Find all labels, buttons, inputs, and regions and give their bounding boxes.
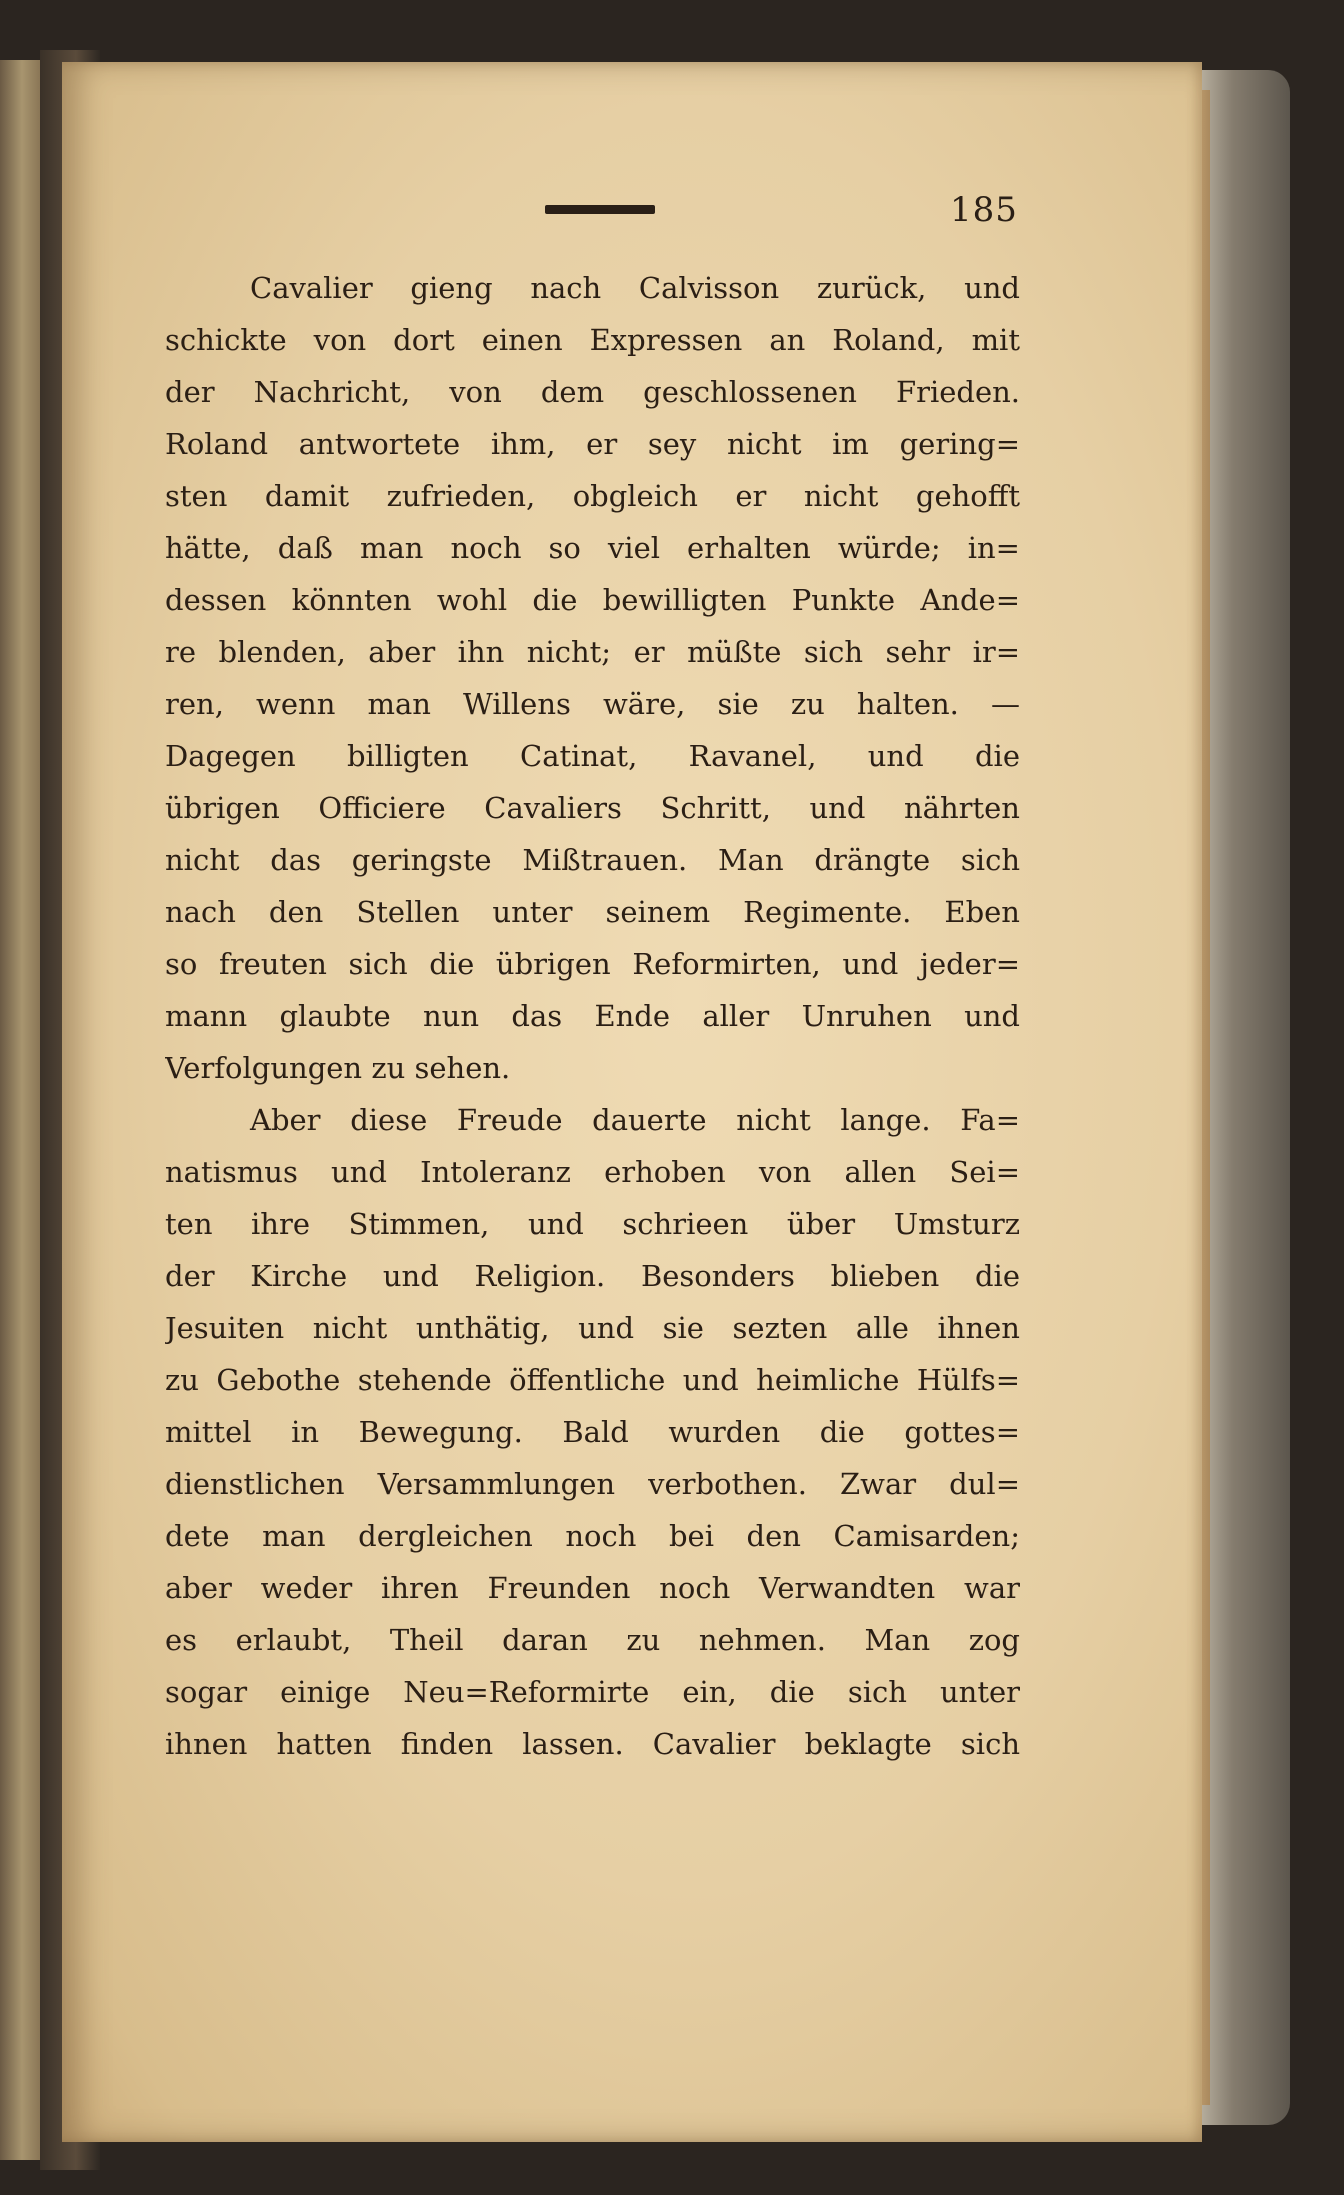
text-line: zu Gebothe stehende öffentliche und heimliche Hülfs= (165, 1363, 1020, 1397)
text-line: re blenden, aber ihn nicht; er müßte sich sehr ir= (165, 635, 1020, 669)
text-line: hätte, daß man noch so viel erhalten würde; in= (165, 531, 1020, 565)
text-line: ren, wenn man Willens wäre, sie zu halten. — (165, 687, 1020, 721)
text-line: Aber diese Freude dauerte nicht lange. Fa= (250, 1103, 1020, 1137)
text-line: Cavalier gieng nach Calvisson zurück, und (250, 271, 1020, 305)
text-line: dienstlichen Versammlungen verbothen. Zwar dul= (165, 1467, 1020, 1501)
text-line: der Nachricht, von dem geschlossenen Frieden. (165, 375, 1020, 409)
text-line: dessen könnten wohl die bewilligten Punkte Ande= (165, 583, 1020, 617)
text-line: ten ihre Stimmen, und schrieen über Umsturz (165, 1207, 1020, 1241)
text-line: ihnen hatten finden lassen. Cavalier beklagte sich (165, 1727, 1020, 1761)
text-line: aber weder ihren Freunden noch Verwandten war (165, 1571, 1020, 1605)
text-line: schickte von dort einen Expressen an Roland, mit (165, 323, 1020, 357)
left-page-edge (0, 60, 40, 2160)
text-line: mann glaubte nun das Ende aller Unruhen und (165, 999, 1020, 1033)
text-line: Verfolgungen zu sehen. (165, 1051, 511, 1085)
text-line: der Kirche und Religion. Besonders blieben die (165, 1259, 1020, 1293)
text-line: sogar einige Neu=Reformirte ein, die sich unter (165, 1675, 1020, 1709)
page-number: 185 (950, 190, 1018, 230)
text-line: natismus und Intoleranz erhoben von allen Sei= (165, 1155, 1020, 1189)
text-line: es erlaubt, Theil daran zu nehmen. Man zog (165, 1623, 1020, 1657)
text-line: Dagegen billigten Catinat, Ravanel, und die (165, 739, 1020, 773)
text-block (165, 262, 1020, 1770)
header-rule (545, 205, 655, 214)
text-line: dete man dergleichen noch bei den Camisarden; (165, 1519, 1020, 1553)
text-line: nicht das geringste Mißtrauen. Man drängte sich (165, 843, 1020, 877)
text-line: sten damit zufrieden, obgleich er nicht gehofft (165, 479, 1020, 513)
text-line: Jesuiten nicht unthätig, und sie sezten alle ihnen (165, 1311, 1020, 1345)
text-line: nach den Stellen unter seinem Regimente. Eben (165, 895, 1020, 929)
text-line: so freuten sich die übrigen Reformirten, und jeder= (165, 947, 1020, 981)
text-line: Roland antwortete ihm, er sey nicht im gering= (165, 427, 1020, 461)
text-line: mittel in Bewegung. Bald wurden die gottes= (165, 1415, 1020, 1449)
text-line: übrigen Officiere Cavaliers Schritt, und nährten (165, 791, 1020, 825)
